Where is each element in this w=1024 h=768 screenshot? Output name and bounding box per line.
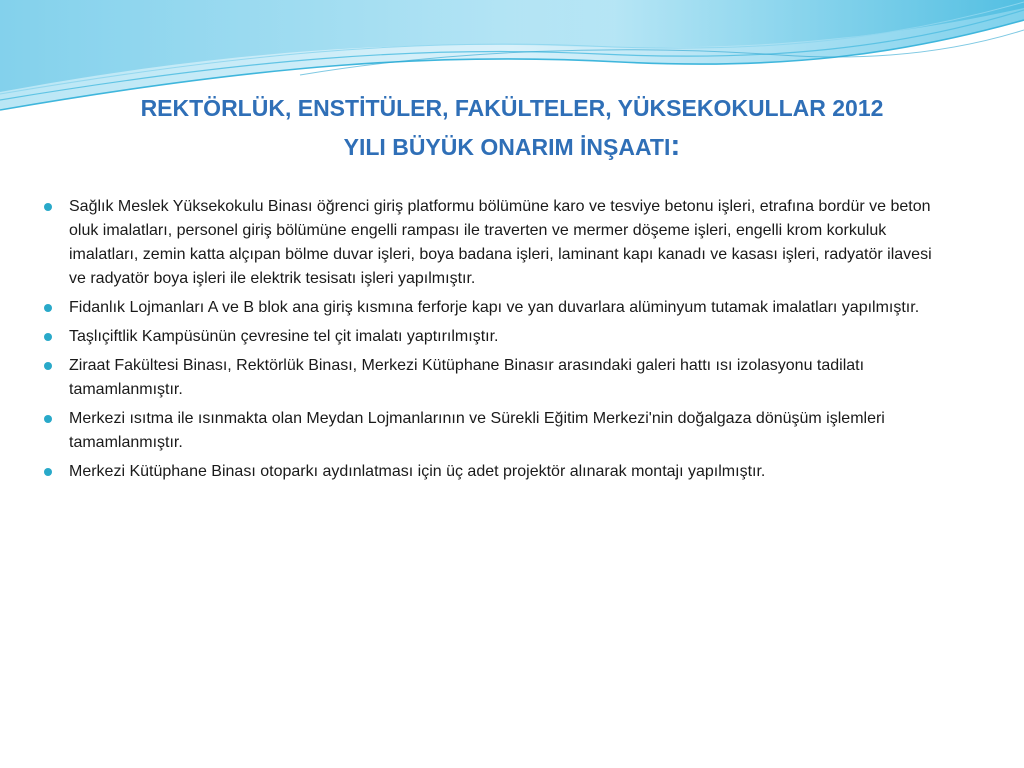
list-item-text: Taşlıçiftlik Kampüsünün çevresine tel çit imalatı yaptırılmıştır. — [69, 328, 499, 345]
list-item — [44, 325, 944, 349]
slide-title-line-2-text: YILI BÜYÜK ONARIM İNŞAATI — [343, 134, 671, 160]
bullet-dot-icon — [44, 333, 52, 341]
slide-title-colon: : — [670, 129, 681, 162]
list-item — [44, 407, 944, 455]
list-item — [44, 296, 944, 320]
list-item-text: Sağlık Meslek Yüksekokulu Binası öğrenci giriş platformu bölümüne karo ve tesviye betonu işleri, etrafına bordür ve beton oluk imalatları, personel giriş bölümüne engelli rampası ile traverten ve mermer döşeme işleri, engelli krom korkuluk imalatları, zemin katta alçıpan bölme duvar işleri, boya badana işleri, laminant kapı kanadı ve kasası işleri, radyatör ilavesi ve radyatör boya işleri ile elektrik tesisatı işleri yapılmıştır. — [69, 198, 932, 287]
list-item-text: Ziraat Fakültesi Binası, Rektörlük Binası, Merkezi Kütüphane Binasır arasındaki galeri hattı ısı izolasyonu tadilatı tamamlanmıştır. — [69, 357, 865, 398]
bullet-dot-icon — [44, 203, 52, 211]
bullet-dot-icon — [44, 415, 52, 423]
list-item — [44, 195, 944, 291]
list-item-text: Fidanlık Lojmanları A ve B blok ana giriş kısmına ferforje kapı ve yan duvarlara alüminyum tutamak imalatları yapılmıştır. — [69, 299, 920, 316]
bullet-dot-icon — [44, 362, 52, 370]
bullet-dot-icon — [44, 304, 52, 312]
bullet-list — [44, 195, 944, 489]
list-item — [44, 354, 944, 402]
slide-title-line-1: REKTÖRLÜK, ENSTİTÜLER, FAKÜLTELER, YÜKSEKOKULLAR 2012 — [140, 95, 884, 121]
bullet-dot-icon — [44, 468, 52, 476]
list-item-text: Merkezi Kütüphane Binası otoparkı aydınlatması için üç adet projektör alınarak montajı yapılmıştır. — [69, 463, 766, 480]
list-item-text: Merkezi ısıtma ile ısınmakta olan Meydan Lojmanlarının ve Sürekli Eğitim Merkezi'nin doğalgaza dönüşüm işlemleri tamamlanmıştır. — [69, 410, 885, 451]
slide-title — [40, 90, 984, 166]
list-item — [44, 460, 944, 484]
slide-title-line-2 — [40, 127, 984, 166]
